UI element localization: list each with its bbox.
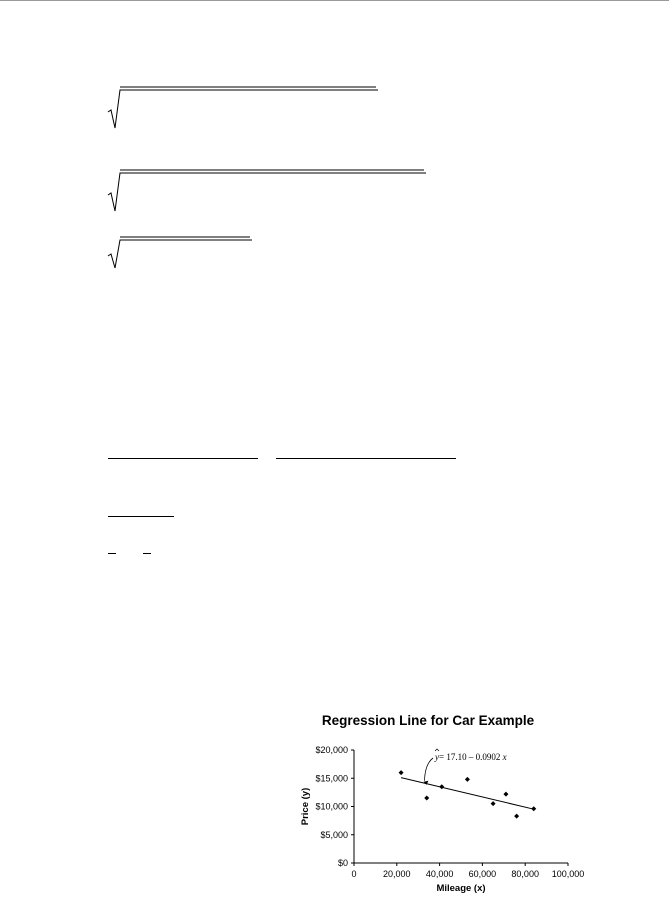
y-tick-label: $10,000 (315, 801, 348, 812)
y-tick-label: $5,000 (320, 829, 348, 840)
regression-chart (272, 735, 592, 895)
data-point (439, 784, 444, 789)
y-tick-label: $15,000 (315, 773, 348, 784)
chart-title: Regression Line for Car Example (321, 713, 535, 728)
data-point (491, 801, 496, 806)
regression-line (401, 778, 534, 810)
y-axis-title: Price (y) (300, 787, 311, 826)
square-root-sign-1 (108, 86, 378, 130)
square-root-sign-3 (108, 236, 252, 270)
fraction-bar-5 (143, 553, 151, 554)
data-point (514, 814, 519, 819)
x-tick-label: 40,000 (425, 869, 454, 879)
y-tick-label: $0 (337, 858, 348, 868)
x-tick-label: 20,000 (383, 869, 411, 879)
x-tick-label: 60,000 (468, 869, 497, 879)
y-tick-label: $20,000 (315, 745, 348, 755)
x-tick-label: 80,000 (511, 869, 539, 879)
page-top-rule (0, 0, 669, 1)
x-axis-title: Mileage (x) (436, 883, 486, 894)
fraction-bar-4 (108, 553, 116, 554)
equation-arrow (424, 758, 433, 781)
data-point (465, 777, 470, 782)
x-tick-label: 0 (351, 869, 357, 879)
fraction-bar-3 (108, 516, 174, 517)
square-root-sign-2 (108, 169, 426, 213)
data-point (531, 806, 536, 811)
y-hat-caret (435, 749, 439, 751)
data-point (424, 796, 429, 801)
data-point (399, 770, 404, 775)
data-point (503, 792, 508, 797)
fraction-bar-1 (108, 458, 258, 459)
regression-equation-label: y= 17.10 – 0.0902 x (435, 752, 507, 762)
fraction-bar-2 (276, 458, 456, 459)
x-tick-label: 100,000 (551, 869, 585, 879)
